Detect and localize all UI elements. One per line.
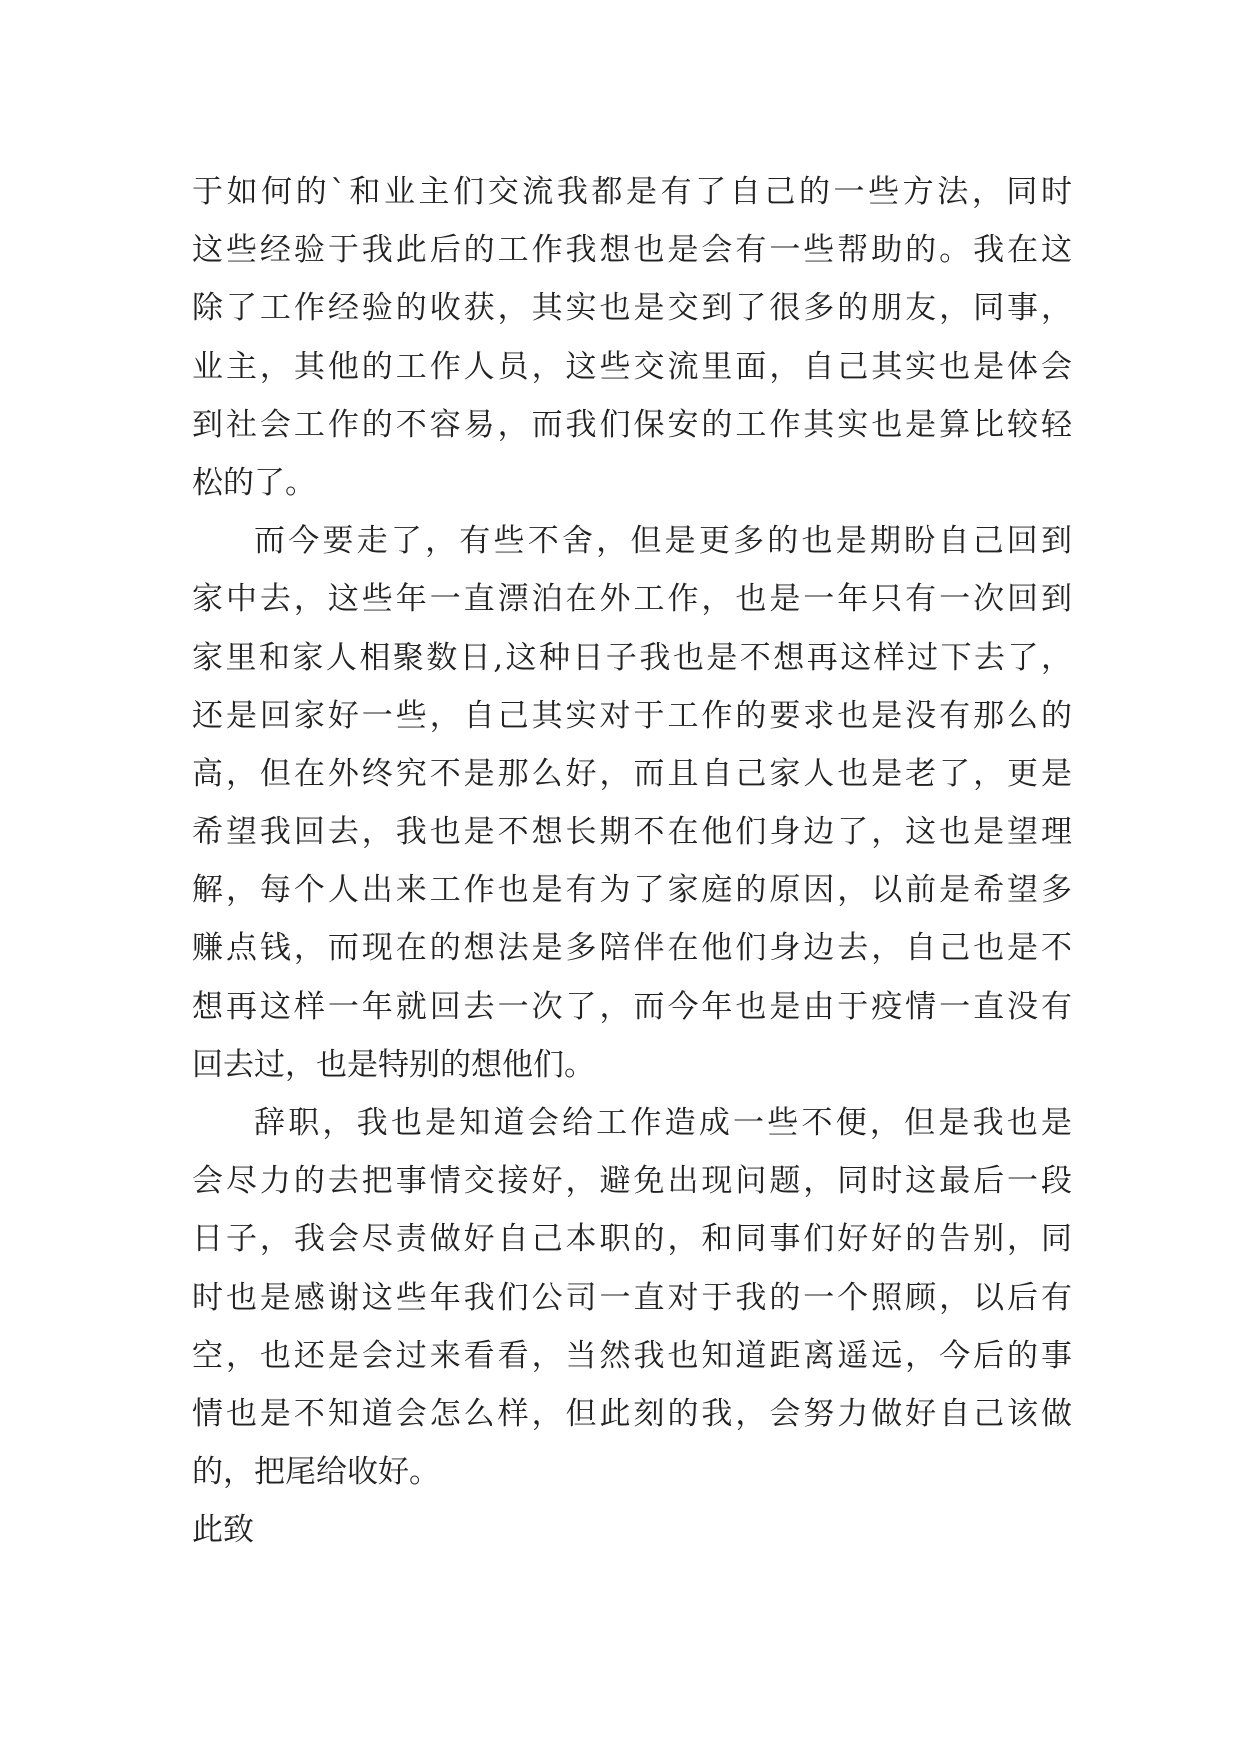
text-line: 家里和家人相聚数日,这种日子我也是不想再这样过下去了， xyxy=(192,639,1072,676)
text-line: 业主，其他的工作人员，这些交流里面，自己其实也是体会 xyxy=(192,348,1072,385)
text-line: 赚点钱，而现在的想法是多陪伴在他们身边去，自己也是不 xyxy=(192,930,1072,967)
text-line: 希望我回去，我也是不想长期不在他们身边了，这也是望理 xyxy=(192,814,1072,851)
text-line: 辞职，我也是知道会给工作造成一些不便，但是我也是 xyxy=(254,1105,1072,1141)
text-line: 想再这样一年就回去一次了，而今年也是由于疫情一直没有 xyxy=(192,988,1072,1025)
letter-body xyxy=(192,163,1072,1560)
text-line: 还是回家好一些，自己其实对于工作的要求也是没有那么的 xyxy=(192,697,1072,734)
text-line: 而今要走了，有些不舍，但是更多的也是期盼自己回到 xyxy=(254,523,1072,560)
text-line: 会尽力的去把事情交接好，避免出现问题，同时这最后一段 xyxy=(192,1163,1072,1200)
closing-salutation: 此致 xyxy=(192,1512,254,1549)
text-line: 空，也还是会过来看看，当然我也知道距离遥远，今后的事 xyxy=(192,1337,1072,1374)
text-line: 高，但在外终究不是那么好，而且自己家人也是老了，更是 xyxy=(192,755,1072,792)
text-line: 松的了。 xyxy=(192,464,316,501)
text-line: 的，把尾给收好。 xyxy=(192,1454,440,1491)
text-line: 到社会工作的不容易，而我们保安的工作其实也是算比较轻 xyxy=(192,406,1072,443)
text-line: 解，每个人出来工作也是有为了家庭的原因，以前是希望多 xyxy=(192,872,1072,909)
text-line: 情也是不知道会怎么样，但此刻的我，会努力做好自己该做 xyxy=(192,1395,1072,1432)
text-line: 时也是感谢这些年我们公司一直对于我的一个照顾，以后有 xyxy=(192,1279,1072,1316)
text-line: 这些经验于我此后的工作我想也是会有一些帮助的。我在这 xyxy=(192,232,1072,269)
text-line: 于如何的`和业主们交流我都是有了自己的一些方法，同时 xyxy=(192,174,1072,210)
text-line: 日子，我会尽责做好自己本职的，和同事们好好的告别，同 xyxy=(192,1221,1072,1258)
text-line: 除了工作经验的收获，其实也是交到了很多的朋友，同事， xyxy=(192,290,1072,327)
text-line: 回去过，也是特别的想他们。 xyxy=(192,1046,595,1083)
text-line: 家中去，这些年一直漂泊在外工作，也是一年只有一次回到 xyxy=(192,581,1072,618)
